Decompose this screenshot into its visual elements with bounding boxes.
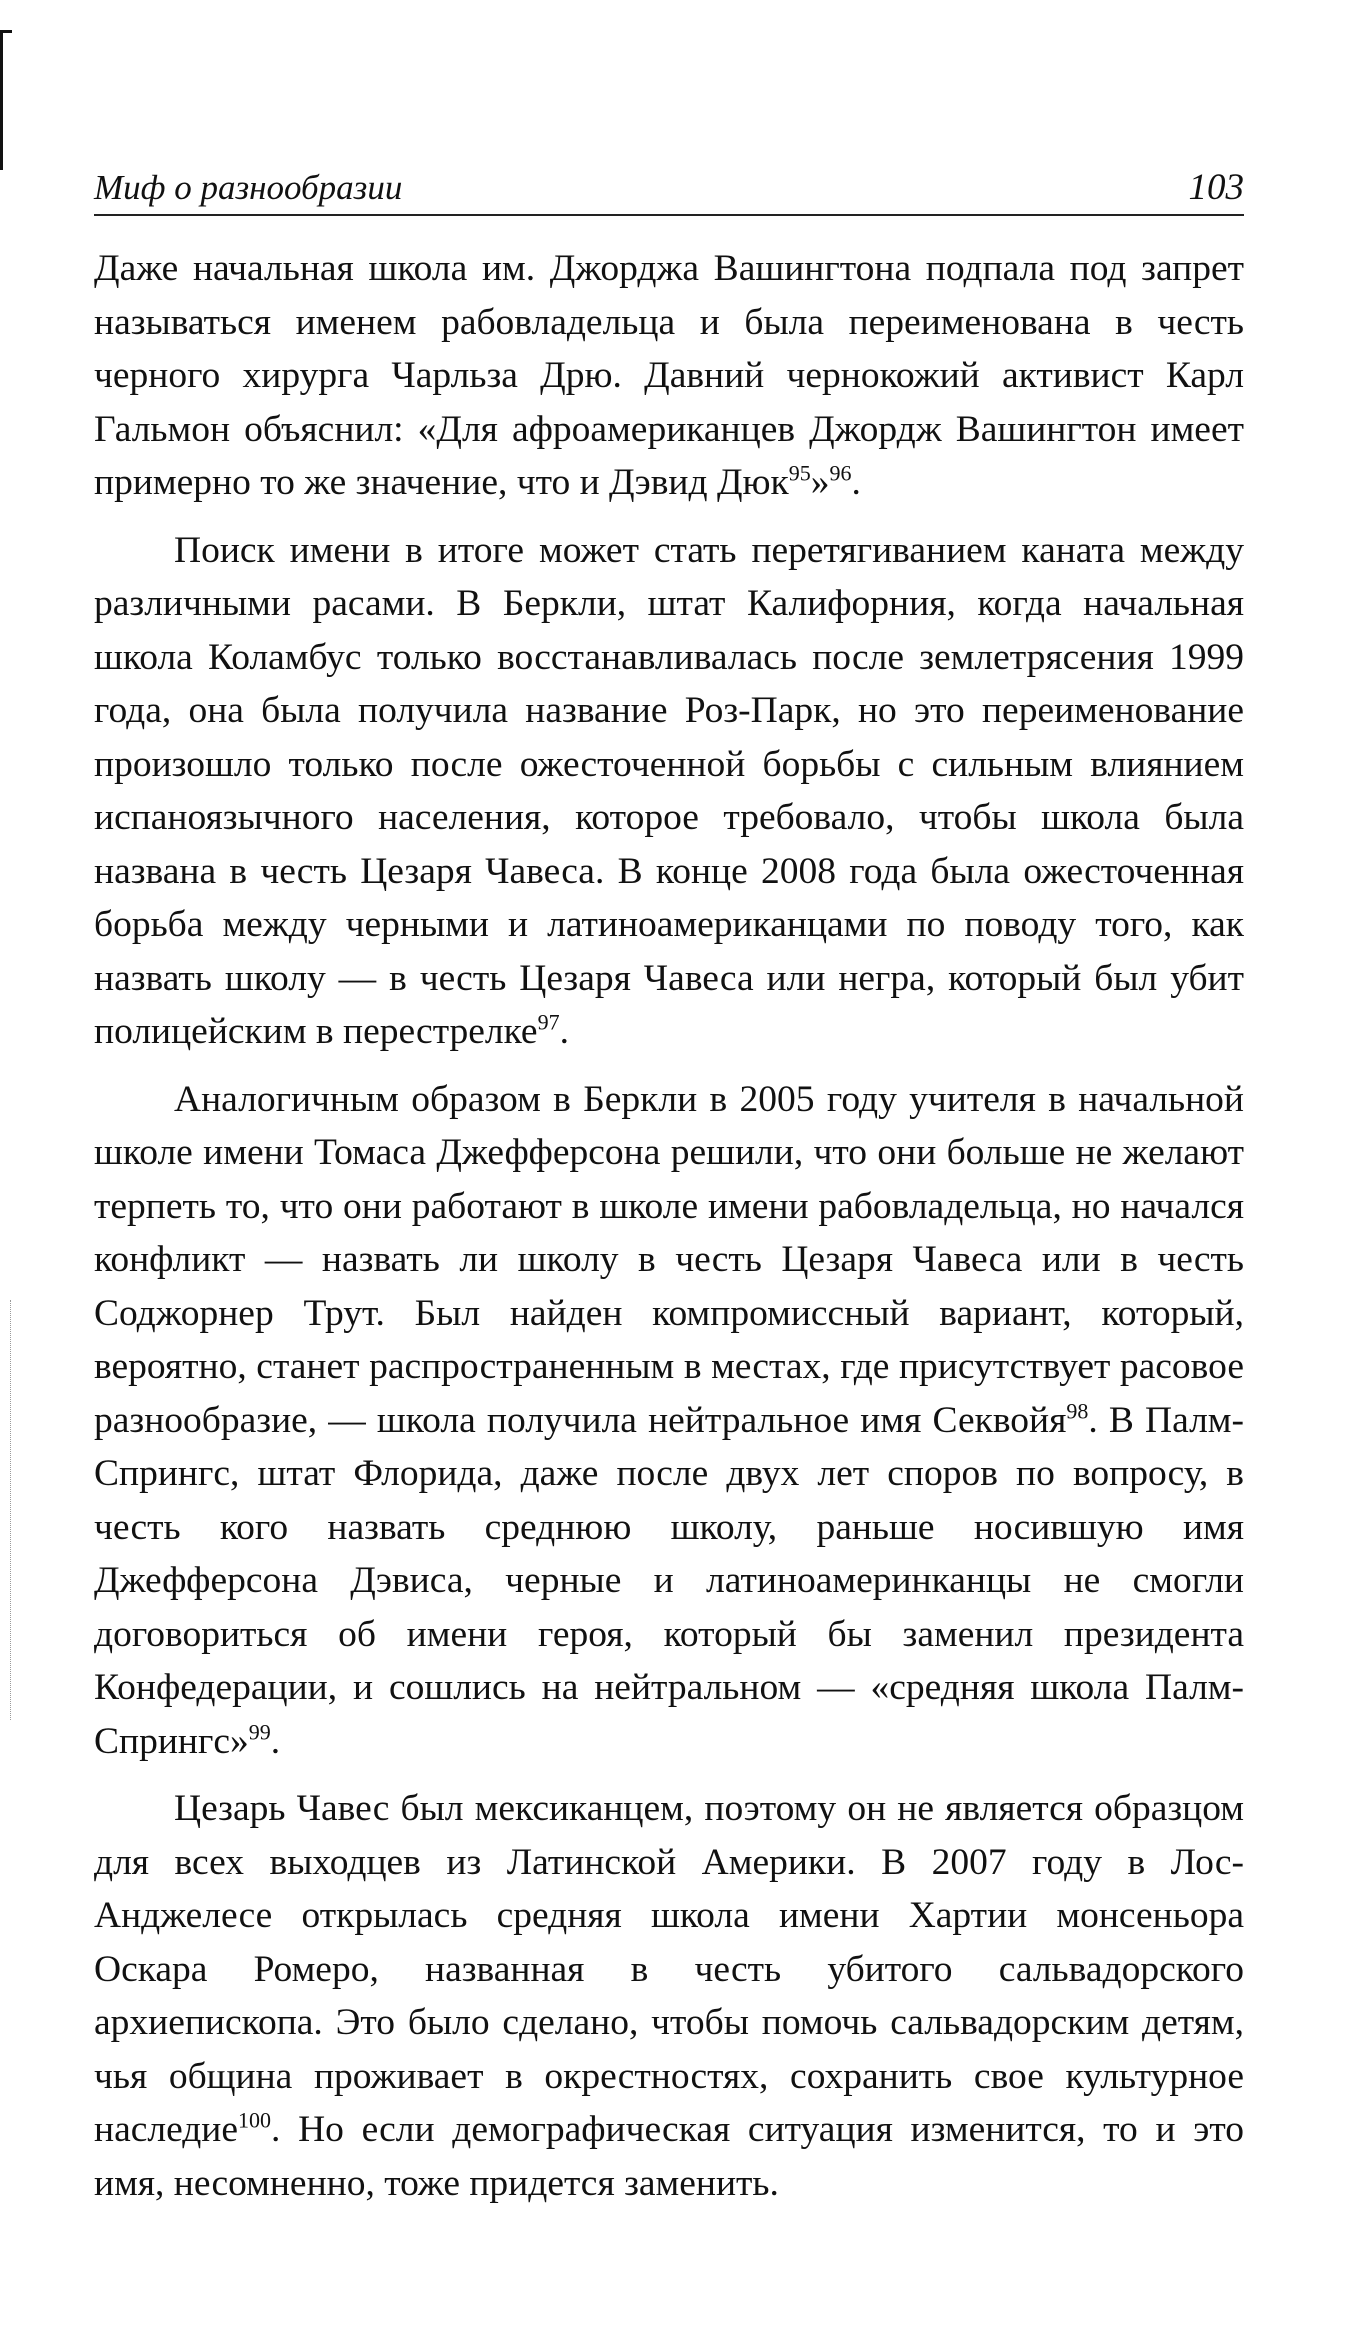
text-run: . bbox=[559, 1011, 569, 1052]
footnote-ref: 100 bbox=[238, 2107, 272, 2133]
text-run: . Но если демографическая ситуация изменится, то и это имя, несомненно, тоже придется заменить. bbox=[94, 2109, 1244, 2204]
text-run: . В Палм-Спрингс, штат Флорида, даже после двух лет споров по вопросу, в честь кого назвать среднюю школу, раньше носившую имя Джефферсона Дэвиса, черные и латиноамеринканцы не смогли договориться об имени героя, который бы заменил президента Конфедерации, и сошлись на нейтральном — «средняя школа Палм-Спрингс» bbox=[94, 1399, 1244, 1762]
text-run: Даже начальная школа им. Джорджа Вашингтона подпала под запрет называться именем рабовладельца и была переименована в честь черного хирурга Чарльза Дрю. Давний чернокожий активист Карл Гальмон объяснил: «Для афроамериканцев Джордж Вашингтон имеет примерно то же значение, что и Дэвид Дюк bbox=[94, 248, 1244, 503]
scan-edge-mark bbox=[0, 30, 12, 170]
paragraph bbox=[94, 524, 1244, 1059]
footnote-ref: 98 bbox=[1066, 1398, 1089, 1423]
footnote-ref: 97 bbox=[537, 1009, 560, 1035]
text-run: Аналогичным образом в Беркли в 2005 году учителя в начальной школе имени Томаса Джефферсона решили, что они больше не желают терпеть то, что они работают в школе имени рабовладельца, но начался конфликт — назвать ли школу в честь Цезаря Чавеса или в честь Соджорнер Трут. Был найден компромиссный вариант, который, вероятно, станет распространенным в местах, где присутствует расовое разнообразие, — школа получила нейтральное имя Секвойя bbox=[94, 1078, 1244, 1441]
text-run: . bbox=[851, 462, 861, 503]
text-run: Поиск имени в итоге может стать перетягиванием каната между различными расами. В Беркли, штат Калифорния, когда начальная школа Коламбус только восстанавливалась после землетрясения 1999 года, она была получила название Роз-Парк, но это переименование произошло только после ожесточенной борьбы с сильным влиянием испаноязычного населения, которое требовало, чтобы школа была названа в честь Цезаря Чавеса. В конце 2008 года была ожесточенная борьба между черными и латиноамериканцами по поводу того, как назвать школу — в честь Цезаря Чавеса или негра, который был убит полицейским в перестрелке bbox=[94, 529, 1244, 1052]
paragraph bbox=[94, 1073, 1244, 1769]
paragraph bbox=[94, 242, 1244, 510]
text-run: » bbox=[810, 462, 830, 503]
page-number: 103 bbox=[1188, 167, 1244, 208]
scan-edge-dots bbox=[10, 1300, 13, 1720]
text-run: . bbox=[270, 1720, 281, 1762]
body-text bbox=[94, 242, 1244, 2224]
footnote-ref: 96 bbox=[829, 460, 852, 486]
running-title: Миф о разнообразии bbox=[94, 168, 403, 207]
running-head bbox=[94, 160, 1244, 216]
footnote-ref: 99 bbox=[248, 1719, 271, 1744]
text-run: Цезарь Чавес был мексиканцем, поэтому он не является образцом для всех выходцев из Латинской Америки. В 2007 году в Лос-Анджелесе открылась средняя школа имени Хартии монсеньора Оскара Ромеро, названная в честь убитого сальвадорского архиепископа. Это было сделано, чтобы помочь сальвадорским детям, чья община проживает в окрестностях, сохранить свое культурное наследие bbox=[94, 1788, 1244, 2150]
footnote-ref: 95 bbox=[788, 460, 811, 486]
paragraph bbox=[94, 1782, 1244, 2210]
